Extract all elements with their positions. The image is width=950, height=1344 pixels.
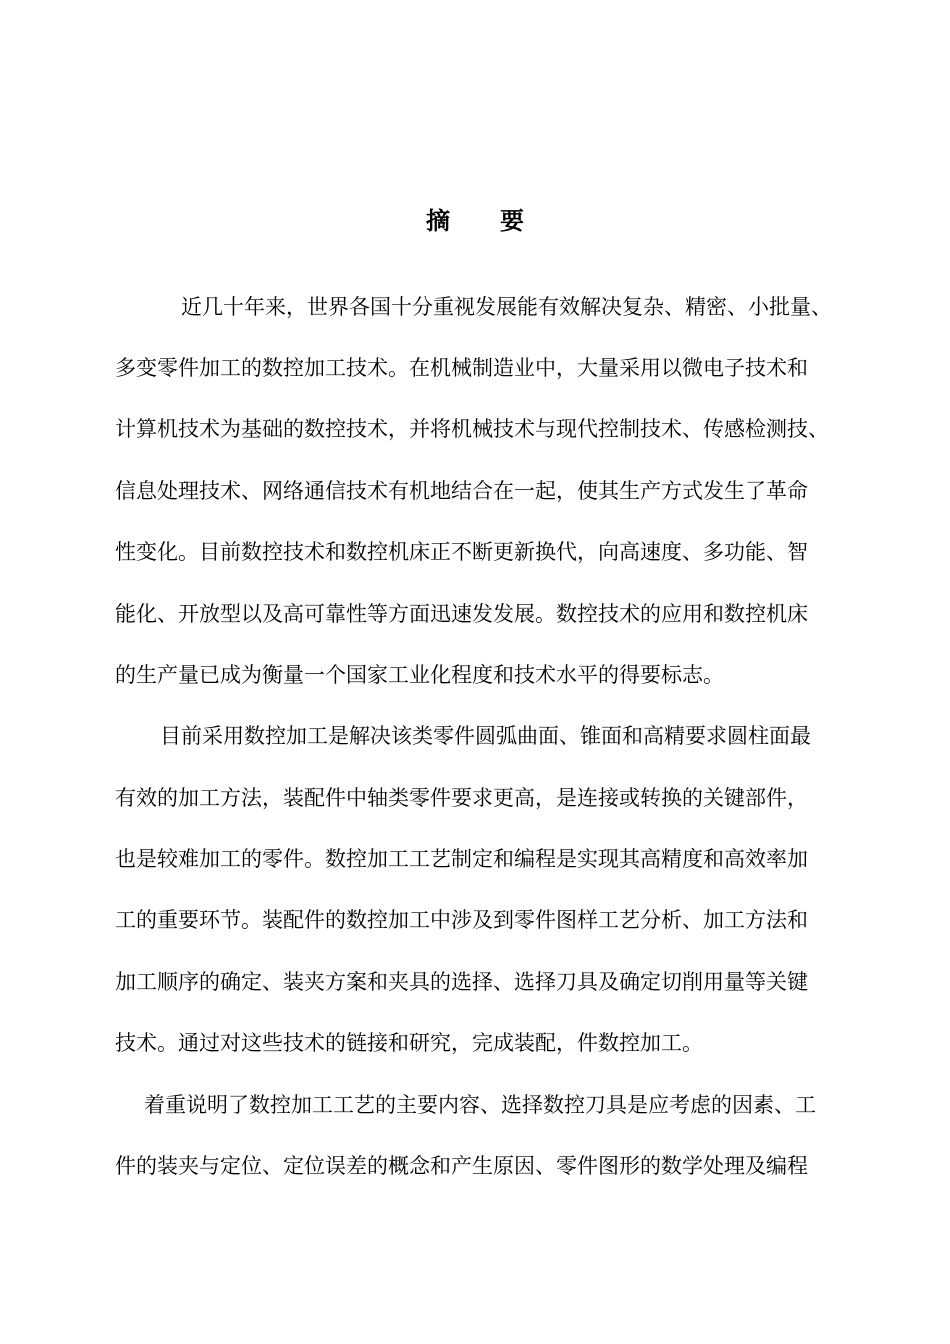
text-line: 计算机技术为基础的数控技术，并将机械技术与现代控制技术、传感检测技、 [115,417,829,441]
text-line: 件的装夹与定位、定位误差的概念和产生原因、零件图形的数学处理及编程 [115,1154,808,1178]
text-line: 目前采用数控加工是解决该类零件圆弧曲面、锥面和高精要求圆柱面最 [160,724,811,748]
text-line: 性变化。目前数控技术和数控机床正不断更新换代，向高速度、多功能、智 [115,540,808,564]
text-line: 信息处理技术、网络通信技术有机地结合在一起，使其生产方式发生了革命 [115,479,808,503]
text-line: 的生产量已成为衡量一个国家工业化程度和技术水平的得要标志。 [115,663,724,687]
text-line: 工的重要环节。装配件的数控加工中涉及到零件图样工艺分析、加工方法和 [115,908,808,932]
page-title: 摘要 [426,206,574,235]
text-line: 近几十年来，世界各国十分重视发展能有效解决复杂、精密、小批量、 [181,295,832,319]
text-line: 技术。通过对这些技术的链接和研究，完成装配，件数控加工。 [115,1031,703,1055]
text-line: 有效的加工方法，装配件中轴类零件要求更高，是连接或转换的关键部件， [115,786,808,810]
text-line: 加工顺序的确定、装夹方案和夹具的选择、选择刀具及确定切削用量等关键 [115,970,808,994]
text-line: 多变零件加工的数控加工技术。在机械制造业中，大量采用以微电子技术和 [115,356,808,380]
text-line: 能化、开放型以及高可靠性等方面迅速发发展。数控技术的应用和数控机床 [115,602,808,626]
text-line: 也是较难加工的零件。数控加工工艺制定和编程是实现其高精度和高效率加 [115,847,808,871]
text-line: 着重说明了数控加工工艺的主要内容、选择数控刀具是应考虑的因素、工 [144,1093,816,1117]
